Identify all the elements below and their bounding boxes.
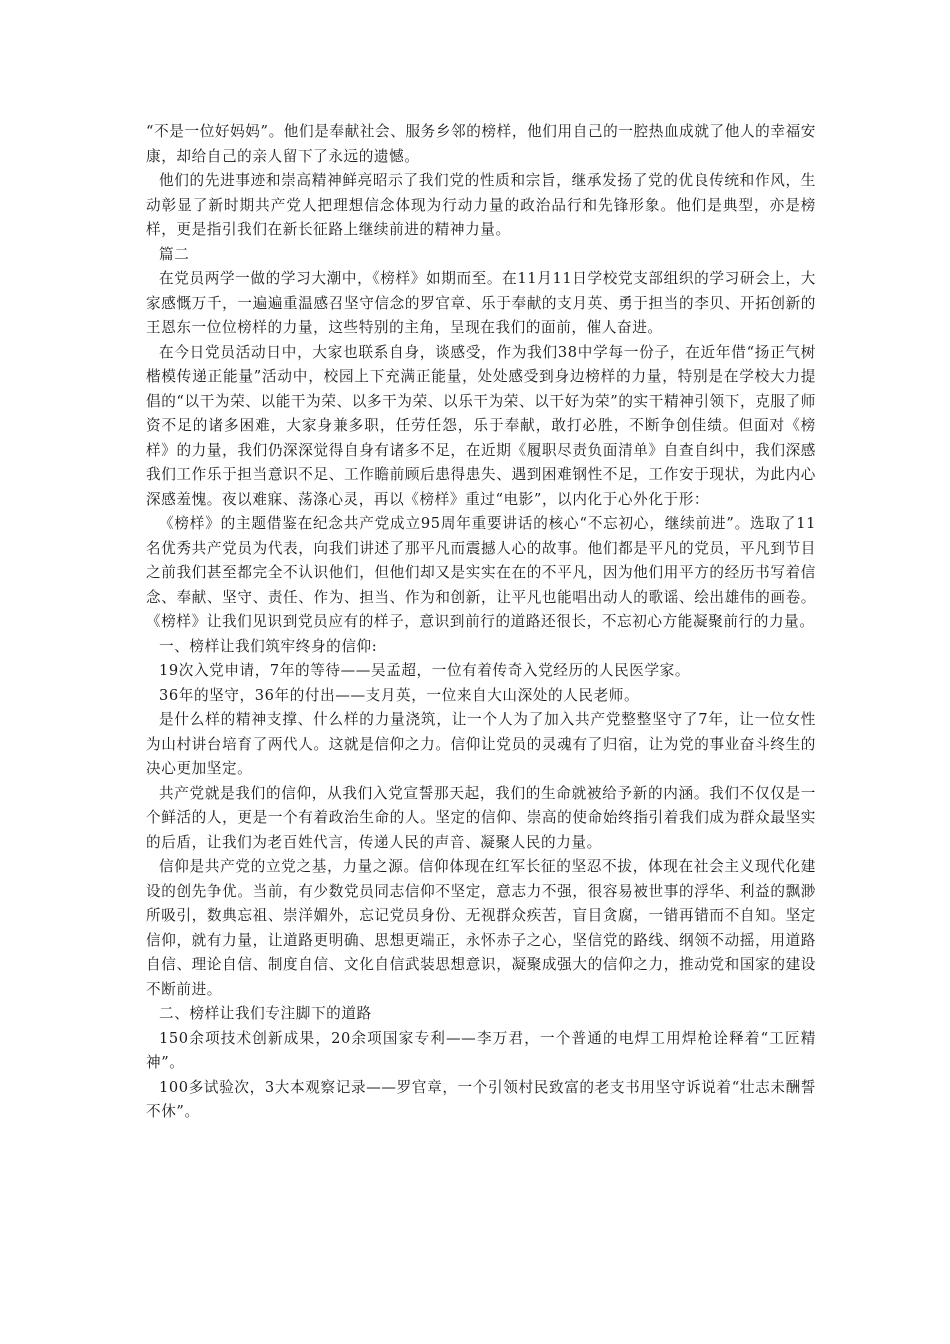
document-body [146, 120, 816, 1125]
paragraph: 100多试验次，3大本观察记录——罗官章，一个引领村民致富的老支书用坚守诉说着“壮志未酬誓不休”。 [146, 1078, 816, 1120]
paragraph: 150余项技术创新成果，20余项国家专利——李万君，一个普通的电焊工用焊枪诠释着“工匠精神”。 [146, 1029, 816, 1071]
paragraph: 在党员两学一做的学习大潮中，《榜样》如期而至。在11月11日学校党支部组织的学习研会上，大家感慨万千，一遍遍重温感召坚守信念的罗官章、乐于奉献的支月英、勇于担当的李贝、开拓创新的王恩东一位位榜样的力量，这些特别的主角，呈现在我们的面前，催人奋进。 [146, 270, 816, 336]
paragraph: 共产党就是我们的信仰，从我们入党宣誓那天起，我们的生命就被给予新的内涵。我们不仅仅是一个鲜活的人，更是一个有着政治生命的人。坚定的信仰、崇高的使命始终指引着我们成为群众最坚实的后盾，让我们为老百姓代言，传递人民的声音、凝聚人民的力量。 [146, 784, 816, 851]
subheading: 二、榜样让我们专注脚下的道路 [159, 1005, 372, 1022]
paragraph: “不是一位好妈妈”。他们是奉献社会、服务乡邻的榜样，他们用自己的一腔热血成就了他人的幸福安康，却给自己的亲人留下了永远的遗憾。 [146, 123, 816, 165]
paragraph: 是什么样的精神支撑、什么样的力量浇筑，让一个人为了加入共产党整整坚守了7年，让一位女性为山村讲台培育了两代人。这就是信仰之力。信仰让党员的灵魂有了归宿，让为党的事业奋斗终生的决心更加坚定。 [146, 711, 816, 777]
subheading: 一、榜样让我们筑牢终身的信仰: [159, 637, 378, 655]
paragraph: 信仰是共产党的立党之基，力量之源。信仰体现在红军长征的坚忍不拔，体现在社会主义现代化建设的创先争优。当前，有少数党员同志信仰不坚定，意志力不强，很容易被世事的浮华、利益的飘渺所吸引，数典忘祖、崇洋媚外，忘记党员身份、无视群众疾苦，盲目贪腐，一错再错而不自知。坚定信仰，就有力量，让道路更明确、思想更端正，永怀赤子之心，坚信党的路线、纲领不动摇，用道路自信、理论自信、制度自信、文化自信武装思想意识，凝聚成强大的信仰之力，推动党和国家的建设不断前进。 [146, 858, 816, 998]
paragraph: 《榜样》的主题借鉴在纪念共产党成立95周年重要讲话的核心“不忘初心，继续前进”。选取了11名优秀共产党员为代表，向我们讲述了那平凡而震撼人心的故事。他们都是平凡的党员，平凡到节目之前我们甚至都完全不认识他们，但他们却又是实实在在的不平凡，因为他们用平方的经历书写着信念、奉献、坚守、责任、作为、担当、作为和创新，让平凡也能唱出动人的歌谣、绘出雄伟的画卷。《榜样》让我们见识到党员应有的样子，意识到前行的道路还很长，不忘初心方能凝聚前行的力量。 [146, 515, 816, 630]
section-heading: 篇二 [159, 245, 190, 263]
paragraph: 他们的先进事迹和崇高精神鲜亮昭示了我们党的性质和宗旨，继承发扬了党的优良传统和作风，生动彰显了新时期共产党人把理想信念体现为行动力量的政治品行和先锋形象。他们是典型，亦是榜样，更是指引我们在新长征路上继续前进的精神力量。 [146, 172, 816, 238]
paragraph: 在今日党员活动日中，大家也联系自身，谈感受，作为我们38中学每一份子，在近年借“扬正气树楷模传递正能量”活动中，校园上下充满正能量，处处感受到身边榜样的力量，特别是在学校大力提倡的“以干为荣、以能干为荣、以多干为荣、以乐干为荣、以干好为荣”的实干精神引领下，克服了师资不足的诸多困难，大家身兼多职，任劳任怨，乐于奉献，敢打必胜，不断争创佳绩。但面对《榜样》的力量，我们仍深深觉得自身有诸多不足，在近期《履职尽责负面清单》自查自纠中，我们深感我们工作乐于担当意识不足、工作瞻前顾后患得患失、遇到困难钢性不足，工作安于现状，为此内心深感羞愧。夜以难寐、荡涤心灵，再以《榜样》重过“电影”，以内化于心外化于形： [146, 343, 816, 508]
paragraph: 19次入党申请，7年的等待——吴孟超，一位有着传奇入党经历的人民医学家。 [159, 662, 691, 679]
paragraph: 36年的坚守，36年的付出——支月英，一位来自大山深处的人民老师。 [159, 686, 640, 704]
